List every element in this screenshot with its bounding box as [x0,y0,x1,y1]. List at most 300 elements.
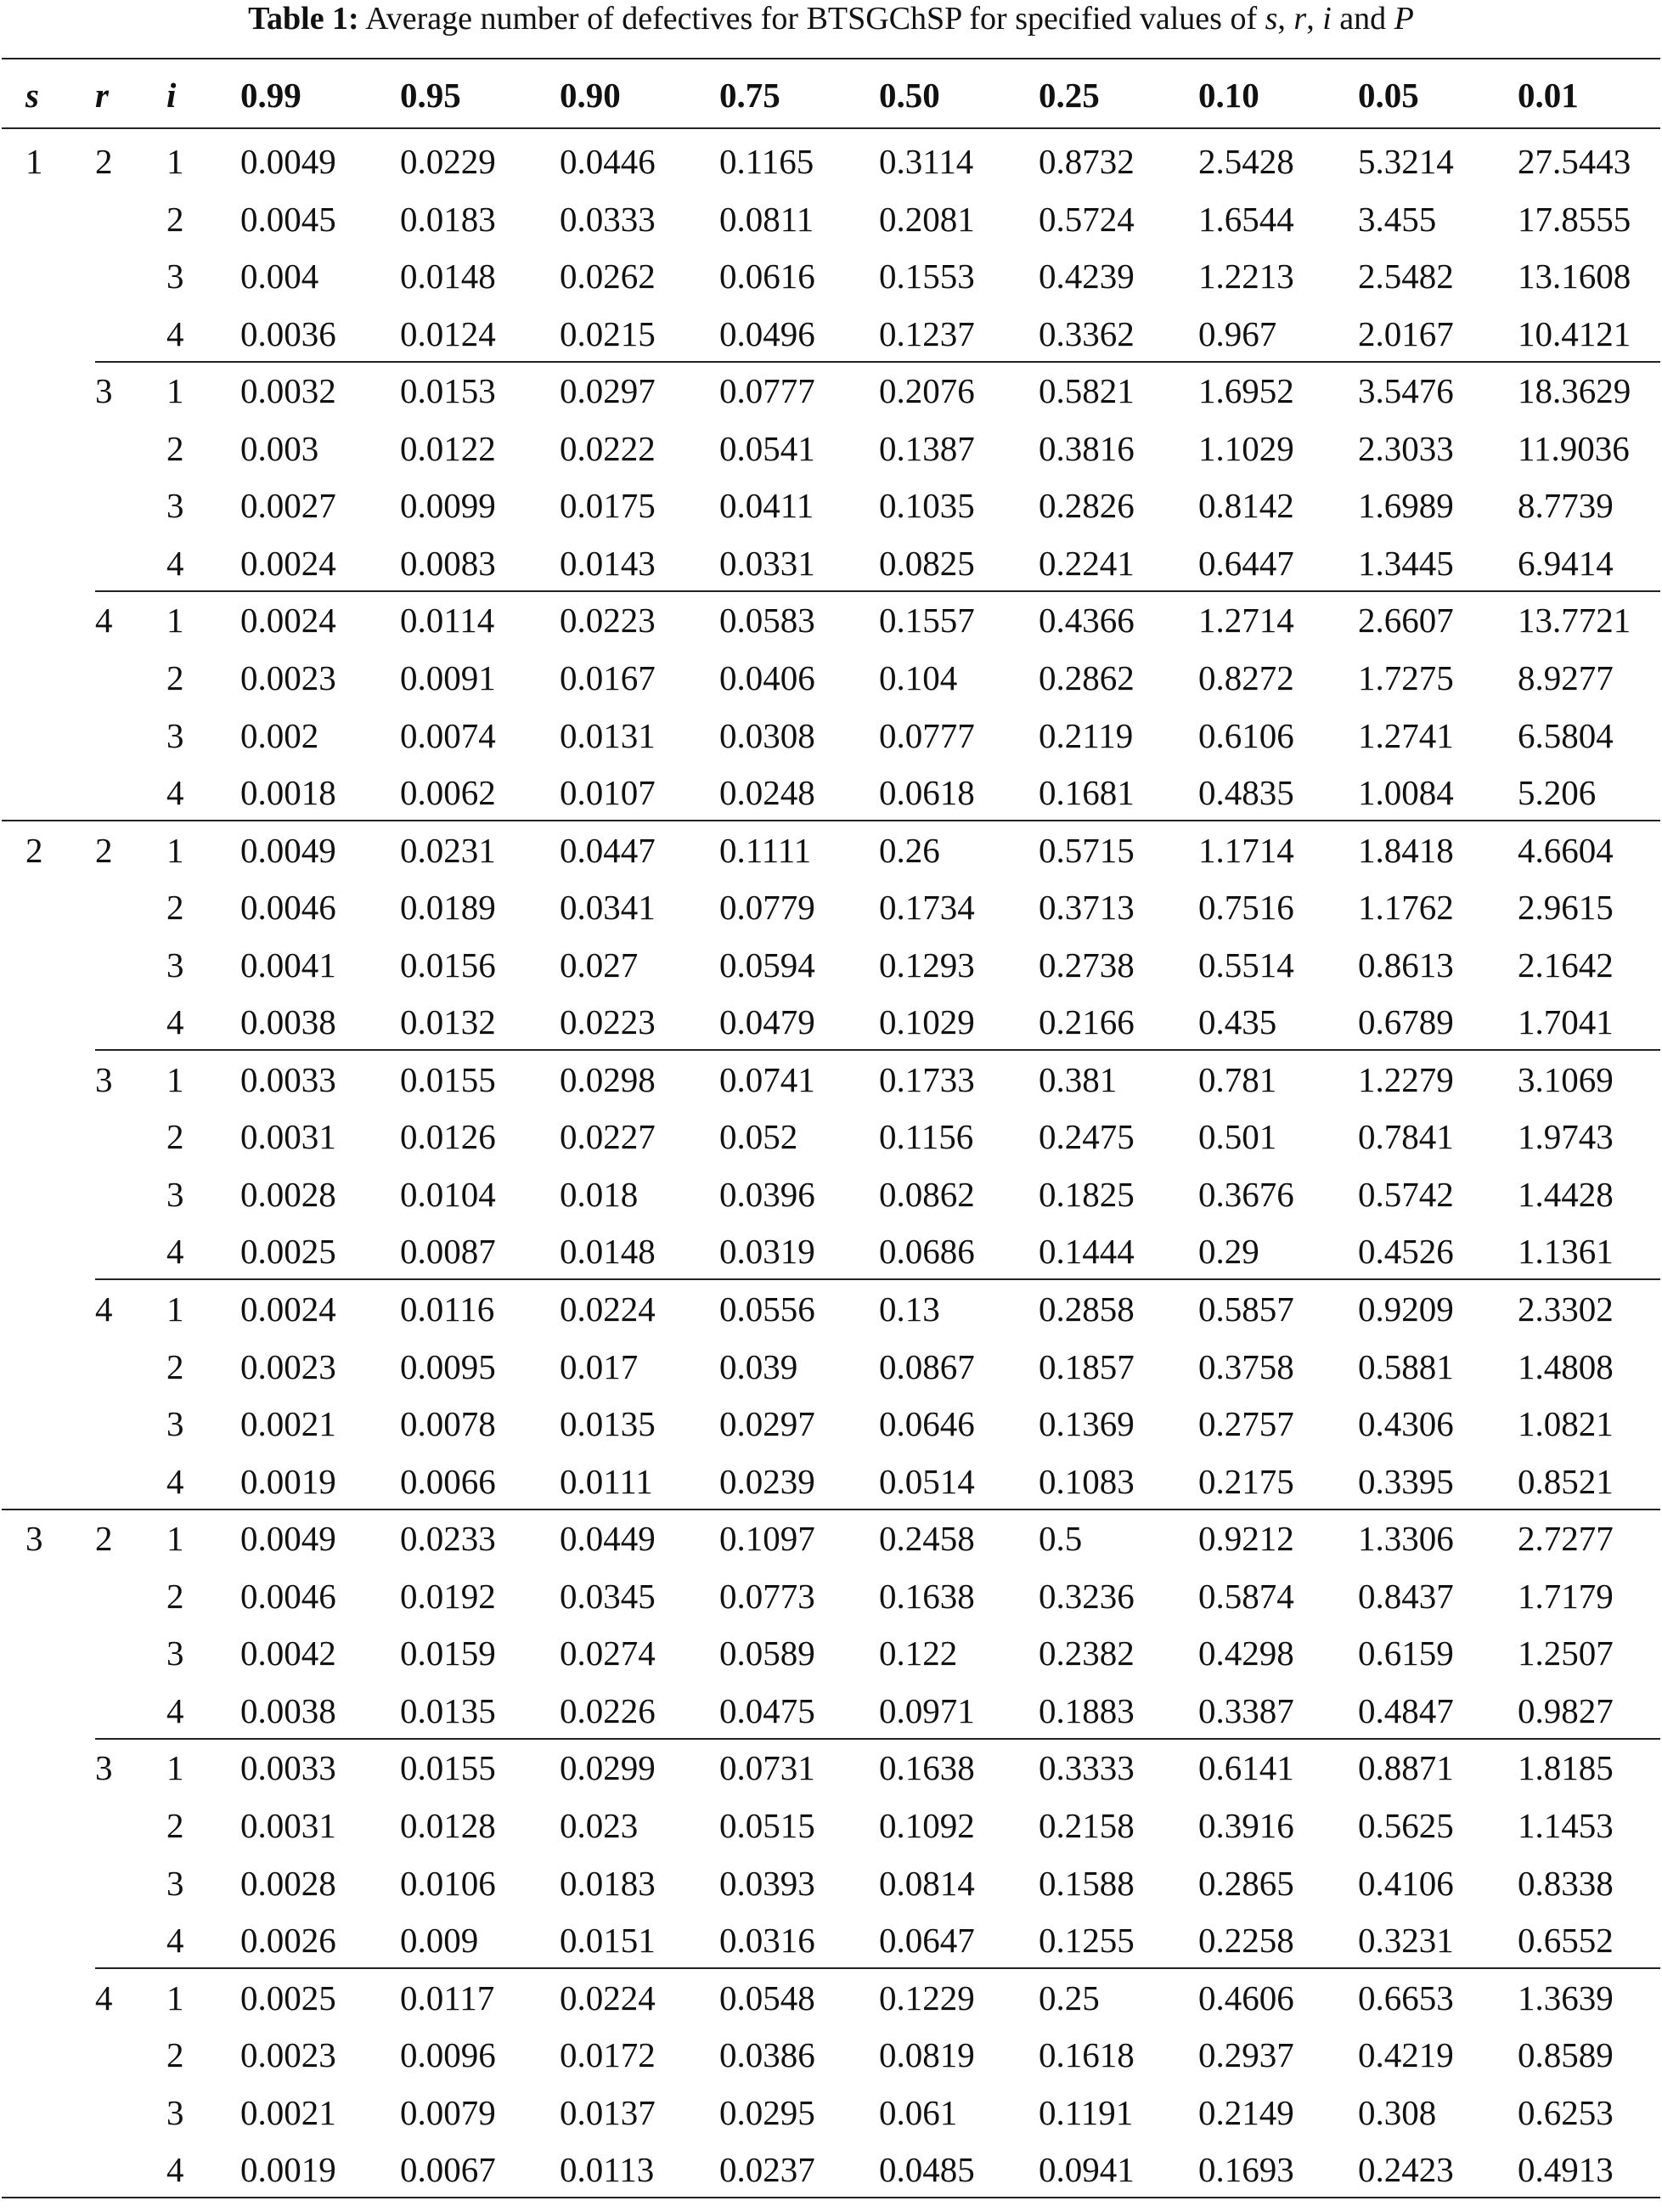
table-cell: 2.6607 [1358,601,1454,640]
table-cell: 0.1369 [1039,1404,1135,1444]
table-cell: 0.0386 [719,2035,815,2075]
table-cell: 0.104 [879,657,958,697]
table-cell: 0.0594 [719,945,815,985]
caption-text: Average number of defectives for BTSGChSP for specified values of [365,1,1258,37]
table-cell: 0.6789 [1358,1002,1454,1042]
table-cell: 5.206 [1518,773,1597,813]
table-cell: 1.2741 [1358,715,1454,755]
table-cell: 1.3639 [1518,1978,1614,2017]
table-cell: 0.0333 [560,199,656,239]
table-cell: 0.2175 [1198,1461,1294,1501]
table-cell: 0.0308 [719,715,815,755]
table-cell: 0.0159 [400,1634,496,1673]
table-cell: 0.0777 [719,371,815,411]
table-cell: 1.8185 [1518,1748,1614,1788]
table-cell: 0.0541 [719,428,815,468]
table-cell: 8.9277 [1518,657,1614,697]
table-cell: 0.8732 [1039,142,1135,181]
table-cell: 0.0548 [719,1978,815,2017]
table-cell: 0.0167 [560,657,656,697]
table-cell: 0.26 [879,830,940,870]
table-cell: 0.6447 [1198,543,1294,583]
table-cell: 0.1588 [1039,1863,1135,1903]
column-header: 0.25 [1039,76,1100,115]
table-cell: 0.1387 [879,428,975,468]
table-cell: 0.0132 [400,1002,496,1042]
table-cell: 17.8555 [1518,199,1631,239]
table-cell: 0.2738 [1039,945,1135,985]
table-cell: 0.4298 [1198,1634,1294,1673]
table-cell: 0.4366 [1039,601,1135,640]
table-cell: 11.9036 [1518,428,1630,468]
rule-line [95,1738,1660,1740]
table-cell: 0.0814 [879,1863,975,1903]
table-cell: 0.0099 [400,486,496,526]
table-cell: 0.0106 [400,1863,496,1903]
table-cell: 0.1097 [719,1519,815,1559]
table-cell: 0.1029 [879,1002,975,1042]
table-cell: 0.5724 [1039,199,1135,239]
table-cell: 0.2241 [1039,543,1135,583]
cell-i: 1 [166,371,184,411]
table-cell: 0.0479 [719,1002,815,1042]
table-cell: 0.0239 [719,1461,815,1501]
table-cell: 0.1883 [1039,1690,1135,1730]
table-cell: 0.2475 [1039,1117,1135,1157]
caption-label: Table 1: [248,1,359,37]
table-cell: 0.0862 [879,1174,975,1214]
table-cell: 0.0143 [560,543,656,583]
table-cell: 0.0027 [240,486,336,526]
cell-i: 3 [166,1404,184,1444]
table-cell: 0.0074 [400,715,496,755]
table-cell: 0.0773 [719,1576,815,1616]
table-cell: 0.1553 [879,257,975,296]
cell-i: 2 [166,888,184,928]
cell-r: 2 [95,142,113,181]
table-cell: 0.2076 [879,371,975,411]
table-cell: 0.0023 [240,657,336,697]
table-cell: 0.0172 [560,2035,656,2075]
table-cell: 0.1444 [1039,1232,1135,1272]
table-cell: 0.1035 [879,486,975,526]
table-cell: 0.0819 [879,2035,975,2075]
table-cell: 0.0021 [240,2092,336,2132]
cell-i: 2 [166,1576,184,1616]
table-cell: 0.0131 [560,715,656,755]
table-cell: 0.0215 [560,313,656,353]
table-cell: 0.0446 [560,142,656,181]
table-cell: 0.0189 [400,888,496,928]
cell-i: 1 [166,1289,184,1329]
rule-line [95,1967,1660,1969]
table-cell: 0.0299 [560,1748,656,1788]
table-cell: 0.3387 [1198,1690,1294,1730]
table-cell: 0.0023 [240,1346,336,1386]
cell-i: 3 [166,1174,184,1214]
table-cell: 2.3033 [1358,428,1454,468]
table-cell: 0.0741 [719,1059,815,1099]
table-cell: 0.0049 [240,142,336,181]
table-cell: 1.4428 [1518,1174,1614,1214]
cell-i: 1 [166,830,184,870]
table-cell: 0.061 [879,2092,958,2132]
table-cell: 0.0941 [1039,2150,1135,2190]
rule-line [2,127,1660,129]
table-cell: 0.0122 [400,428,496,468]
table-cell: 0.2158 [1039,1805,1135,1845]
table-cell: 1.6952 [1198,371,1294,411]
table-cell: 10.4121 [1518,313,1631,353]
cell-s: 2 [25,830,43,870]
table-cell: 0.4106 [1358,1863,1454,1903]
table-cell: 0.0262 [560,257,656,296]
cell-i: 3 [166,2092,184,2132]
table-cell: 0.0126 [400,1117,496,1157]
cell-i: 2 [166,428,184,468]
table-cell: 1.2213 [1198,257,1294,296]
table-cell: 0.2149 [1198,2092,1294,2132]
table-cell: 0.1229 [879,1978,975,2017]
table-cell: 1.4808 [1518,1346,1614,1386]
table-cell: 0.435 [1198,1002,1277,1042]
cell-i: 4 [166,543,184,583]
table-caption: Table 1: Average number of defectives for BTSGChSP for specified values of s, r, i and P [248,1,1414,37]
cell-i: 2 [166,1117,184,1157]
cell-i: 2 [166,199,184,239]
column-header: i [166,76,177,115]
rule-line [2,2197,1660,2198]
table-cell: 0.0183 [400,199,496,239]
table-cell: 0.1165 [719,142,814,181]
table-cell: 0.0686 [879,1232,975,1272]
cell-r: 3 [95,1748,113,1788]
table-cell: 0.0083 [400,543,496,583]
table-cell: 0.2862 [1039,657,1135,697]
caption-var-r: r [1293,1,1307,37]
table-cell: 0.25 [1039,1978,1100,2017]
table-cell: 0.0046 [240,888,336,928]
table-cell: 0.6653 [1358,1978,1454,2017]
table-cell: 0.0396 [719,1174,815,1214]
table-cell: 13.7721 [1518,601,1631,640]
table-cell: 0.781 [1198,1059,1277,1099]
table-cell: 0.4847 [1358,1690,1454,1730]
table-cell: 0.1638 [879,1748,975,1788]
table-cell: 0.8871 [1358,1748,1454,1788]
table-cell: 0.052 [719,1117,798,1157]
cell-i: 4 [166,1690,184,1730]
table-cell: 0.0031 [240,1117,336,1157]
table-cell: 0.6106 [1198,715,1294,755]
column-header: 0.99 [240,76,301,115]
column-header: 0.75 [719,76,780,115]
table-cell: 0.8272 [1198,657,1294,697]
cell-i: 3 [166,1863,184,1903]
table-cell: 0.0485 [879,2150,975,2190]
cell-i: 4 [166,1461,184,1501]
table-cell: 0.2826 [1039,486,1135,526]
table-cell: 1.7041 [1518,1002,1614,1042]
table-cell: 1.1029 [1198,428,1294,468]
table-cell: 0.3758 [1198,1346,1294,1386]
table-cell: 0.5857 [1198,1289,1294,1329]
table-cell: 0.3114 [879,142,974,181]
cell-i: 4 [166,313,184,353]
cell-i: 1 [166,1519,184,1559]
table-cell: 0.2458 [879,1519,975,1559]
table-cell: 0.0117 [400,1978,495,2017]
table-cell: 1.6544 [1198,199,1294,239]
table-cell: 0.0033 [240,1748,336,1788]
table-cell: 0.0038 [240,1002,336,1042]
table-cell: 0.0779 [719,888,815,928]
table-cell: 0.0024 [240,543,336,583]
table-cell: 0.0825 [879,543,975,583]
table-cell: 0.8613 [1358,945,1454,985]
table-cell: 0.0231 [400,830,496,870]
table-cell: 3.5476 [1358,371,1454,411]
table-cell: 0.0025 [240,1978,336,2017]
table-cell: 0.0036 [240,313,336,353]
table-cell: 0.1734 [879,888,975,928]
table-cell: 0.3231 [1358,1921,1454,1961]
table-cell: 0.0021 [240,1404,336,1444]
cell-i: 4 [166,773,184,813]
table-cell: 2.5428 [1198,142,1294,181]
table-cell: 0.7841 [1358,1117,1454,1157]
table-cell: 0.0087 [400,1232,496,1272]
cell-r: 2 [95,1519,113,1559]
caption-var-s: s [1265,1,1278,37]
table-cell: 0.009 [400,1921,479,1961]
table-cell: 0.0616 [719,257,815,296]
table-cell: 0.0019 [240,2150,336,2190]
table-cell: 0.0393 [719,1863,815,1903]
table-cell: 0.4526 [1358,1232,1454,1272]
table-cell: 0.0046 [240,1576,336,1616]
table-cell: 0.004 [240,257,319,296]
table-cell: 0.0067 [400,2150,496,2190]
table-cell: 0.2382 [1039,1634,1135,1673]
table-cell: 0.7516 [1198,888,1294,928]
table-cell: 0.1083 [1039,1461,1135,1501]
table-cell: 0.0475 [719,1690,815,1730]
rule-line [2,820,1660,821]
table-cell: 0.5715 [1039,830,1135,870]
table-cell: 0.0319 [719,1232,815,1272]
table-cell: 0.0124 [400,313,496,353]
table-cell: 0.13 [879,1289,940,1329]
table-cell: 0.0777 [879,715,975,755]
table-cell: 0.0155 [400,1059,496,1099]
cell-i: 2 [166,1346,184,1386]
table-cell: 0.5514 [1198,945,1294,985]
table-cell: 0.0811 [719,199,814,239]
table-cell: 0.0019 [240,1461,336,1501]
table-cell: 0.0647 [879,1921,975,1961]
table-cell: 0.0028 [240,1174,336,1214]
caption-var-p: P [1394,1,1414,37]
cell-r: 3 [95,371,113,411]
table-cell: 0.0091 [400,657,496,697]
table-cell: 1.8418 [1358,830,1454,870]
table-cell: 0.8338 [1518,1863,1614,1903]
table-cell: 1.7179 [1518,1576,1614,1616]
table-cell: 0.023 [560,1805,639,1845]
table-cell: 0.0156 [400,945,496,985]
table-cell: 0.3676 [1198,1174,1294,1214]
table-cell: 0.0107 [560,773,656,813]
column-header: 0.05 [1358,76,1419,115]
table-cell: 0.8142 [1198,486,1294,526]
table-cell: 0.1733 [879,1059,975,1099]
table-cell: 0.5821 [1039,371,1135,411]
table-cell: 0.0222 [560,428,656,468]
table-cell: 0.0229 [400,142,496,181]
table-cell: 1.2714 [1198,601,1294,640]
table-cell: 0.3362 [1039,313,1135,353]
table-cell: 0.2865 [1198,1863,1294,1903]
table-cell: 0.0078 [400,1404,496,1444]
table-cell: 0.4606 [1198,1978,1294,2017]
cell-i: 3 [166,257,184,296]
table-cell: 0.0583 [719,601,815,640]
table-cell: 0.2858 [1039,1289,1135,1329]
table-cell: 0.0024 [240,601,336,640]
cell-i: 4 [166,2150,184,2190]
table-cell: 0.3816 [1039,428,1135,468]
table-cell: 1.7275 [1358,657,1454,697]
table-cell: 0.4219 [1358,2035,1454,2075]
table-cell: 0.0297 [719,1404,815,1444]
table-cell: 0.5625 [1358,1805,1454,1845]
table-cell: 0.0589 [719,1634,815,1673]
table-cell: 2.5482 [1358,257,1454,296]
table-cell: 1.0821 [1518,1404,1614,1444]
table-cell: 0.018 [560,1174,639,1214]
table-cell: 8.7739 [1518,486,1614,526]
table-cell: 0.0111 [560,1461,653,1501]
table-cell: 0.0062 [400,773,496,813]
table-cell: 0.5742 [1358,1174,1454,1214]
cell-r: 4 [95,601,113,640]
table-cell: 5.3214 [1358,142,1454,181]
rule-line [95,1278,1660,1280]
table-cell: 0.1156 [879,1117,974,1157]
table-cell: 0.1618 [1039,2035,1135,2075]
cell-i: 3 [166,945,184,985]
table-cell: 0.967 [1198,313,1277,353]
table-cell: 0.017 [560,1346,639,1386]
table-cell: 1.1762 [1358,888,1454,928]
table-cell: 0.0237 [719,2150,815,2190]
table-cell: 0.0345 [560,1576,656,1616]
table-cell: 0.0155 [400,1748,496,1788]
table-cell: 0.4835 [1198,773,1294,813]
table-cell: 1.2507 [1518,1634,1614,1673]
table-cell: 0.0042 [240,1634,336,1673]
table-cell: 0.2081 [879,199,975,239]
table-cell: 0.0151 [560,1921,656,1961]
table-cell: 0.0295 [719,2092,815,2132]
table-cell: 1.1453 [1518,1805,1614,1845]
table-cell: 0.0556 [719,1289,815,1329]
table-cell: 0.1293 [879,945,975,985]
table-cell: 0.4306 [1358,1404,1454,1444]
table-cell: 0.0041 [240,945,336,985]
rule-line [2,58,1660,59]
cell-s: 3 [25,1519,43,1559]
table-cell: 0.29 [1198,1232,1259,1272]
table-cell: 1.1361 [1518,1232,1614,1272]
table-cell: 0.0045 [240,199,336,239]
table-cell: 0.0274 [560,1634,656,1673]
table-cell: 0.0135 [560,1404,656,1444]
table-cell: 0.0018 [240,773,336,813]
cell-i: 1 [166,601,184,640]
table-cell: 0.0026 [240,1921,336,1961]
table-cell: 0.1638 [879,1576,975,1616]
table-cell: 0.1111 [719,830,812,870]
rule-line [95,361,1660,363]
table-cell: 0.0297 [560,371,656,411]
cell-i: 3 [166,715,184,755]
table-cell: 0.0411 [719,486,814,526]
cell-i: 2 [166,657,184,697]
table-cell: 0.0449 [560,1519,656,1559]
table-cell: 1.3306 [1358,1519,1454,1559]
table-cell: 1.9743 [1518,1117,1614,1157]
table-cell: 0.0137 [560,2092,656,2132]
table-cell: 0.122 [879,1634,958,1673]
table-cell: 18.3629 [1518,371,1631,411]
table-cell: 0.308 [1358,2092,1437,2132]
table-cell: 0.1092 [879,1805,975,1845]
table-cell: 0.0183 [560,1863,656,1903]
column-header: r [95,76,109,115]
table-cell: 2.0167 [1358,313,1454,353]
table-cell: 0.0128 [400,1805,496,1845]
cell-i: 4 [166,1002,184,1042]
cell-r: 4 [95,1978,113,2017]
table-cell: 0.2258 [1198,1921,1294,1961]
table-cell: 0.0096 [400,2035,496,2075]
table-cell: 2.7277 [1518,1519,1614,1559]
table-cell: 0.003 [240,428,319,468]
cell-r: 3 [95,1059,113,1099]
column-header: 0.50 [879,76,940,115]
table-cell: 0.8521 [1518,1461,1614,1501]
cell-i: 4 [166,1921,184,1961]
table-cell: 0.6253 [1518,2092,1614,2132]
table-cell: 0.0049 [240,830,336,870]
table-cell: 0.1693 [1198,2150,1294,2190]
table-cell: 0.0514 [879,1461,975,1501]
table-cell: 0.0148 [560,1232,656,1272]
table-cell: 0.0175 [560,486,656,526]
table-cell: 0.0731 [719,1748,815,1788]
table-cell: 0.0028 [240,1863,336,1903]
table-cell: 0.1857 [1039,1346,1135,1386]
table-cell: 2.3302 [1518,1289,1614,1329]
column-header: 0.01 [1518,76,1579,115]
table-cell: 0.1255 [1039,1921,1135,1961]
table-cell: 0.0033 [240,1059,336,1099]
rule-line [2,1509,1660,1510]
table-cell: 0.0406 [719,657,815,697]
table-cell: 0.1825 [1039,1174,1135,1214]
